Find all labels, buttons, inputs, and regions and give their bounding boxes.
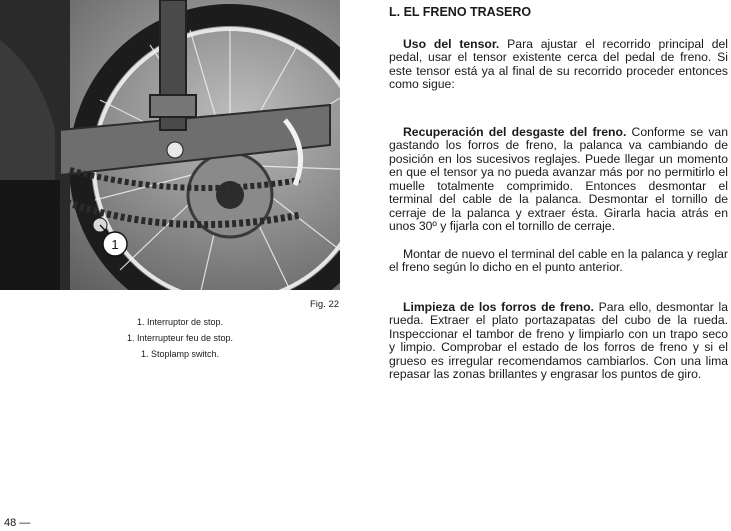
paragraph-reassemble (389, 248, 728, 275)
caption-spanish: 1. Interruptor de stop. (136, 317, 224, 327)
paragraph-text: Para ajustar el recorrido principal del pedal, usar el tensor existente cerca del pedal de freno. Si este tensor está ya al final de su recorrido proceder entonces como sigue: (389, 36, 728, 91)
figure-callout-number: 1 (111, 237, 119, 252)
rear-wheel-photo (0, 0, 340, 290)
section-title: L. EL FRENO TRASERO (389, 5, 532, 19)
figure-label: Fig. 22 (310, 299, 340, 310)
paragraph-lead: Recuperación del desgaste del freno. (403, 124, 627, 139)
paragraph-lead: Limpieza de los forros de freno. (403, 299, 594, 314)
paragraph-cleaning (389, 301, 728, 382)
caption-french: 1. Interrupteur feu de stop. (126, 333, 234, 343)
text-column (389, 6, 728, 382)
paragraph-tensor (389, 38, 728, 92)
paragraph-text: Montar de nuevo el terminal del cable en la palanca y reglar el freno según lo dicho en el punto anterior. (389, 246, 728, 274)
paragraph-brake-wear (389, 126, 728, 234)
caption-english: 1. Stoplamp switch. (140, 349, 220, 359)
paragraph-lead: Uso del tensor. (403, 36, 500, 51)
paragraph-text: Conforme se van gastando los forros de freno, la palanca va cambiando de posición en los sucesivos reglajes. Puede llegar un momento en que el tensor ya no pueda avanzar más por no permitirlo el muelle totalmente comprimido. Entonces desmontar el terminal del cable de la palanca. Desmontar el tornillo de cerraje de la palanca y extraer ésta. Girarla hacia atrás en unos 30º y fijarla con el tornillo de cerraje. (389, 124, 728, 233)
figure-captions (100, 314, 260, 362)
paragraph-text: Para ello, desmontar la rueda. Extraer el plato portazapatas del cubo de la rueda. Inspeccionar el tambor de freno y limpiarlo con un trapo seco y limpio. Comprobar el estado de los forros de freno y si el grueso es irregular recomendamos cambiarlos. Con una lima repasar las zonas brillantes y engrasar los puntos de giro. (389, 299, 729, 381)
page-number: 48 — (4, 517, 31, 529)
